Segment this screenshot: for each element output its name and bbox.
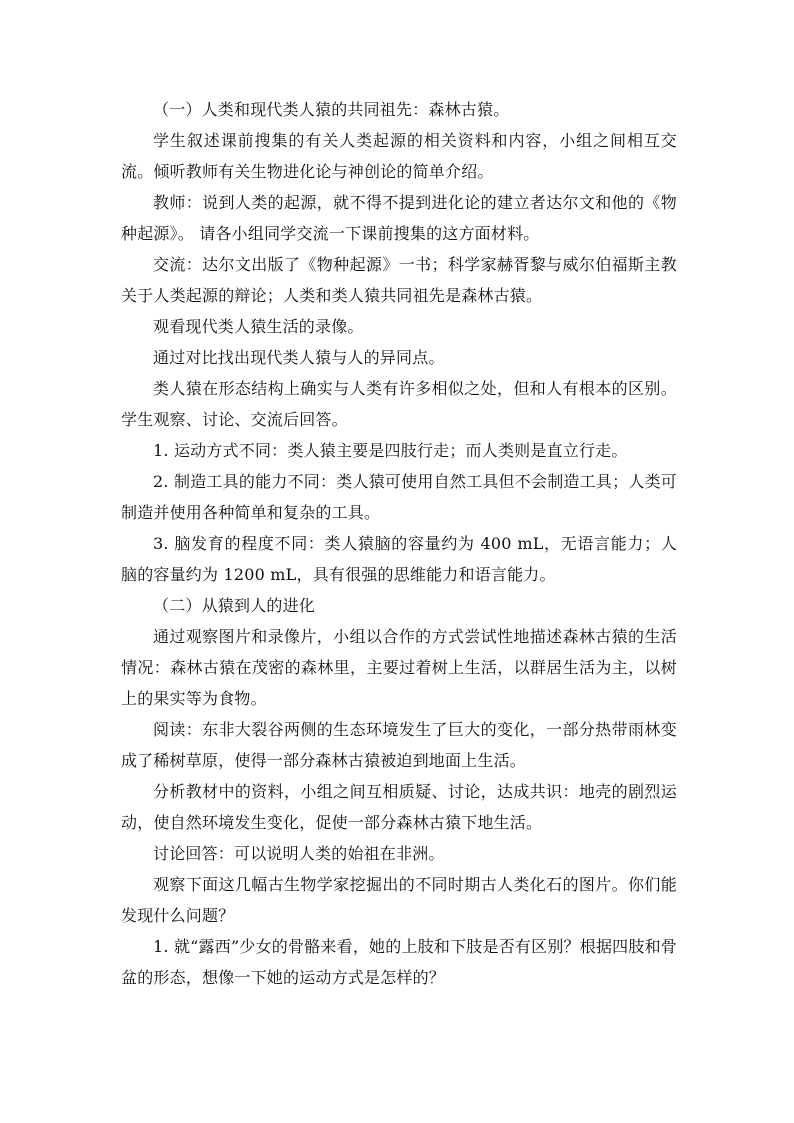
- paragraph-teacher-darwin: 教师：说到人类的起源，就不得不提到进化论的建立者达尔文和他的《物种起源》。 请各小组同学交流一下课前搜集的这方面材料。: [121, 193, 677, 243]
- list-item-brain: 3. 脑发育的程度不同：类人猿脑的容量约为 400 mL，无语言能力；人脑的容量约为 1200 mL，具有很强的思维能力和语言能力。: [121, 534, 677, 584]
- paragraph-watch-video: 观看现代类人猿生活的录像。: [153, 317, 364, 336]
- paragraph-student-narration: 学生叙述课前搜集的有关人类起源的相关资料和内容，小组之间相互交流。倾听教师有关生物进化论与神创论的简单介绍。: [121, 131, 677, 181]
- paragraph-forest-ape-life: 通过观察图片和录像片，小组以合作的方式尝试性地描述森林古猿的生活情况：森林古猿在茂密的森林里，主要过着树上生活，以群居生活为主，以树上的果实等为食物。: [121, 627, 677, 708]
- section-heading-evolution: （二）从猿到人的进化: [153, 596, 316, 615]
- paragraph-analysis: 分析教材中的资料，小组之间互相质疑、讨论，达成共识：地壳的剧烈运动，使自然环境发生变化，促使一部分森林古猿下地生活。: [121, 782, 677, 832]
- list-item-tools: 2. 制造工具的能力不同：类人猿可使用自然工具但不会制造工具；人类可制造并使用各种简单和复杂的工具。: [121, 472, 677, 522]
- paragraph-observe-fossils: 观察下面这几幅古生物学家挖掘出的不同时期古人类化石的图片。你们能发现什么问题？: [121, 875, 677, 925]
- paragraph-reading-rift-valley: 阅读：东非大裂谷两侧的生态环境发生了巨大的变化，一部分热带雨林变成了稀树草原，使得一部分森林古猿被迫到地面上生活。: [121, 720, 677, 770]
- paragraph-discussion-answer: 讨论回答：可以说明人类的始祖在非洲。: [153, 844, 445, 863]
- section-heading-common-ancestor: （一）人类和现代类人猿的共同祖先：森林古猿。: [153, 100, 510, 119]
- list-item-locomotion: 1. 运动方式不同：类人猿主要是四肢行走；而人类则是直立行走。: [153, 441, 628, 460]
- paragraph-exchange: 交流：达尔文出版了《物种起源》一书；科学家赫胥黎与威尔伯福斯主教关于人类起源的辩论；人类和类人猿共同祖先是森林古猿。: [121, 255, 677, 305]
- document-body: [121, 94, 677, 993]
- list-item-lucy: 1. 就“露西”少女的骨骼来看，她的上肢和下肢是否有区别？根据四肢和骨盆的形态，想像一下她的运动方式是怎样的？: [121, 937, 677, 987]
- paragraph-ape-structure: 类人猿在形态结构上确实与人类有许多相似之处，但和人有根本的区别。学生观察、讨论、交流后回答。: [121, 379, 677, 429]
- paragraph-compare: 通过对比找出现代类人猿与人的异同点。: [153, 348, 445, 367]
